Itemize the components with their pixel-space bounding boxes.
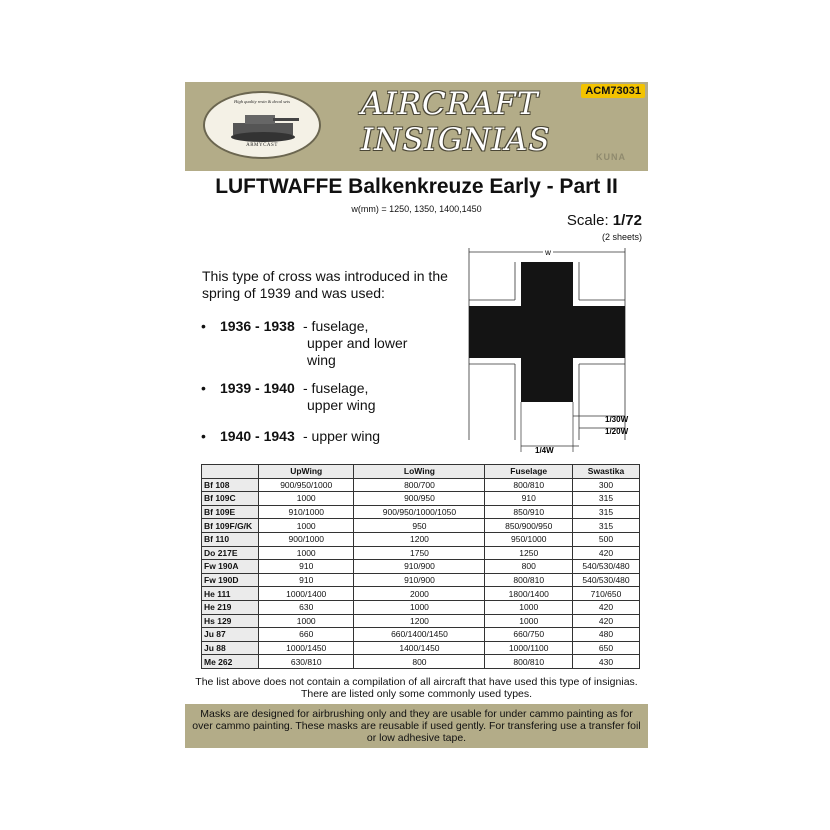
value-cell: 1200	[354, 532, 485, 546]
table-row	[202, 614, 640, 628]
table-row	[202, 478, 640, 492]
table-row	[202, 519, 640, 533]
value-cell: 900/950	[354, 492, 485, 506]
note-line: The list above does not contain a compilation of all aircraft that have used this type of insignias.	[195, 676, 638, 688]
value-cell: 800	[354, 655, 485, 669]
value-cell: 1000	[259, 546, 354, 560]
w-label: w	[545, 248, 551, 257]
aircraft-name-cell: Fw 190A	[202, 560, 259, 574]
table-body	[202, 478, 640, 668]
aircraft-name-cell: Bf 108	[202, 478, 259, 492]
sheet-count: (2 sheets)	[601, 232, 642, 242]
instruction-sheet	[185, 82, 648, 748]
banner-title-line2: INSIGNIAS	[361, 122, 551, 158]
value-cell: 910/900	[354, 573, 485, 587]
width-subtitle: w(mm) = 1250, 1350, 1400,1450	[351, 204, 482, 214]
value-cell: 1000/1400	[259, 587, 354, 601]
value-cell: 630	[259, 600, 354, 614]
aircraft-name-cell: Bf 109C	[202, 492, 259, 506]
value-cell: 315	[573, 519, 640, 533]
bullet-dot: •	[201, 318, 206, 334]
value-cell: 800/810	[485, 655, 573, 669]
bullet-desc: - fuselage,	[303, 318, 369, 334]
value-cell: 910/900	[354, 560, 485, 574]
value-cell: 2000	[354, 587, 485, 601]
value-cell: 850/900/950	[485, 519, 573, 533]
aircraft-name-cell: Ju 88	[202, 641, 259, 655]
value-cell: 430	[573, 655, 640, 669]
aircraft-name-cell: Fw 190D	[202, 573, 259, 587]
value-cell: 660/750	[485, 628, 573, 642]
aircraft-table	[201, 464, 640, 669]
footer-line: over cammo painting. These masks are reusable if used gently. For transfering use a transfer foil	[192, 720, 641, 732]
value-cell: 1000	[259, 492, 354, 506]
value-cell: 540/530/480	[573, 560, 640, 574]
value-cell: 800/810	[485, 573, 573, 587]
value-cell: 1000/1100	[485, 641, 573, 655]
table-row	[202, 532, 640, 546]
bullet-desc: - upper wing	[303, 428, 381, 444]
table-row	[202, 655, 640, 669]
value-cell: 1750	[354, 546, 485, 560]
footer-line: or low adhesive tape.	[366, 732, 467, 744]
table-header-row	[202, 465, 640, 479]
list-note	[185, 676, 648, 700]
column-header	[202, 465, 259, 479]
value-cell: 480	[573, 628, 640, 642]
bullet-desc: upper wing	[307, 397, 376, 413]
balkenkreuz-diagram	[455, 240, 645, 462]
column-header: UpWing	[259, 465, 354, 479]
intro-text: This type of cross was introduced in the spring of 1939 and was used:	[202, 268, 448, 301]
logo-tagline: High quality resin & decal sets	[234, 99, 290, 104]
twentieth-w-label: 1/20W	[605, 427, 629, 436]
page-title: LUFTWAFFE Balkenkreuze Early - Part II	[215, 175, 618, 198]
value-cell: 1000	[354, 600, 485, 614]
scale-value: 1/72	[612, 212, 642, 229]
logo-name: ARMYCAST	[246, 143, 278, 148]
value-cell: 1000	[485, 614, 573, 628]
table-row	[202, 546, 640, 560]
value-cell: 850/910	[485, 505, 573, 519]
aircraft-name-cell: Do 217E	[202, 546, 259, 560]
value-cell: 660	[259, 628, 354, 642]
armycast-logo	[203, 91, 321, 159]
aircraft-name-cell: He 219	[202, 600, 259, 614]
aircraft-name-cell: Hs 129	[202, 614, 259, 628]
bullet-desc: upper and lower	[307, 335, 408, 351]
value-cell: 540/530/480	[573, 573, 640, 587]
black-cross	[469, 262, 625, 402]
table-row	[202, 628, 640, 642]
value-cell: 1800/1400	[485, 587, 573, 601]
value-cell: 1000	[259, 614, 354, 628]
value-cell: 910	[259, 560, 354, 574]
value-cell: 910/1000	[259, 505, 354, 519]
aircraft-name-cell: Ju 87	[202, 628, 259, 642]
header-banner	[185, 82, 648, 171]
value-cell: 300	[573, 478, 640, 492]
column-header: Fuselage	[485, 465, 573, 479]
scale-label: Scale:	[566, 212, 609, 229]
column-header: LoWing	[354, 465, 485, 479]
bullet-dot: •	[201, 380, 206, 396]
value-cell: 910	[485, 492, 573, 506]
value-cell: 420	[573, 600, 640, 614]
table-row	[202, 492, 640, 506]
bullet-desc: wing	[307, 352, 336, 368]
value-cell: 420	[573, 546, 640, 560]
table-row	[202, 560, 640, 574]
value-cell: 630/810	[259, 655, 354, 669]
value-cell: 1250	[485, 546, 573, 560]
bullet-years: 1940 - 1943	[220, 428, 295, 444]
product-code-badge: ACM73031	[581, 84, 645, 98]
value-cell: 950/1000	[485, 532, 573, 546]
value-cell: 315	[573, 505, 640, 519]
column-header: Swastika	[573, 465, 640, 479]
bullet-years: 1936 - 1938	[220, 318, 295, 334]
value-cell: 660/1400/1450	[354, 628, 485, 642]
table-row	[202, 587, 640, 601]
table-row	[202, 600, 640, 614]
footer-banner	[185, 704, 648, 748]
thirtieth-w-label: 1/30W	[605, 415, 629, 424]
scale-info	[567, 212, 642, 229]
table-row	[202, 641, 640, 655]
value-cell: 500	[573, 532, 640, 546]
value-cell: 800	[485, 560, 573, 574]
value-cell: 1200	[354, 614, 485, 628]
value-cell: 420	[573, 614, 640, 628]
bullet-dot: •	[201, 428, 206, 444]
table-row	[202, 505, 640, 519]
banner-title-line1: AIRCRAFT	[361, 86, 539, 122]
quarter-w-label: 1/4W	[535, 446, 554, 455]
value-cell: 900/950/1000/1050	[354, 505, 485, 519]
value-cell: 900/1000	[259, 532, 354, 546]
value-cell: 800/700	[354, 478, 485, 492]
value-cell: 710/650	[573, 587, 640, 601]
value-cell: 1400/1450	[354, 641, 485, 655]
aircraft-name-cell: He 111	[202, 587, 259, 601]
aircraft-name-cell: Bf 110	[202, 532, 259, 546]
bullet-desc: - fuselage,	[303, 380, 369, 396]
value-cell: 800/810	[485, 478, 573, 492]
aircraft-name-cell: Me 262	[202, 655, 259, 669]
aircraft-name-cell: Bf 109E	[202, 505, 259, 519]
value-cell: 650	[573, 641, 640, 655]
bullet-years: 1939 - 1940	[220, 380, 295, 396]
value-cell: 1000	[485, 600, 573, 614]
brand-logo: KUNA	[596, 152, 626, 162]
table-row	[202, 573, 640, 587]
value-cell: 950	[354, 519, 485, 533]
value-cell: 1000/1450	[259, 641, 354, 655]
footer-line: Masks are designed for airbrushing only and they are usable for under cammo painting as for	[200, 708, 633, 720]
note-line: There are listed only some commonly used types.	[300, 688, 533, 700]
value-cell: 910	[259, 573, 354, 587]
value-cell: 315	[573, 492, 640, 506]
aircraft-name-cell: Bf 109F/G/K	[202, 519, 259, 533]
value-cell: 900/950/1000	[259, 478, 354, 492]
value-cell: 1000	[259, 519, 354, 533]
